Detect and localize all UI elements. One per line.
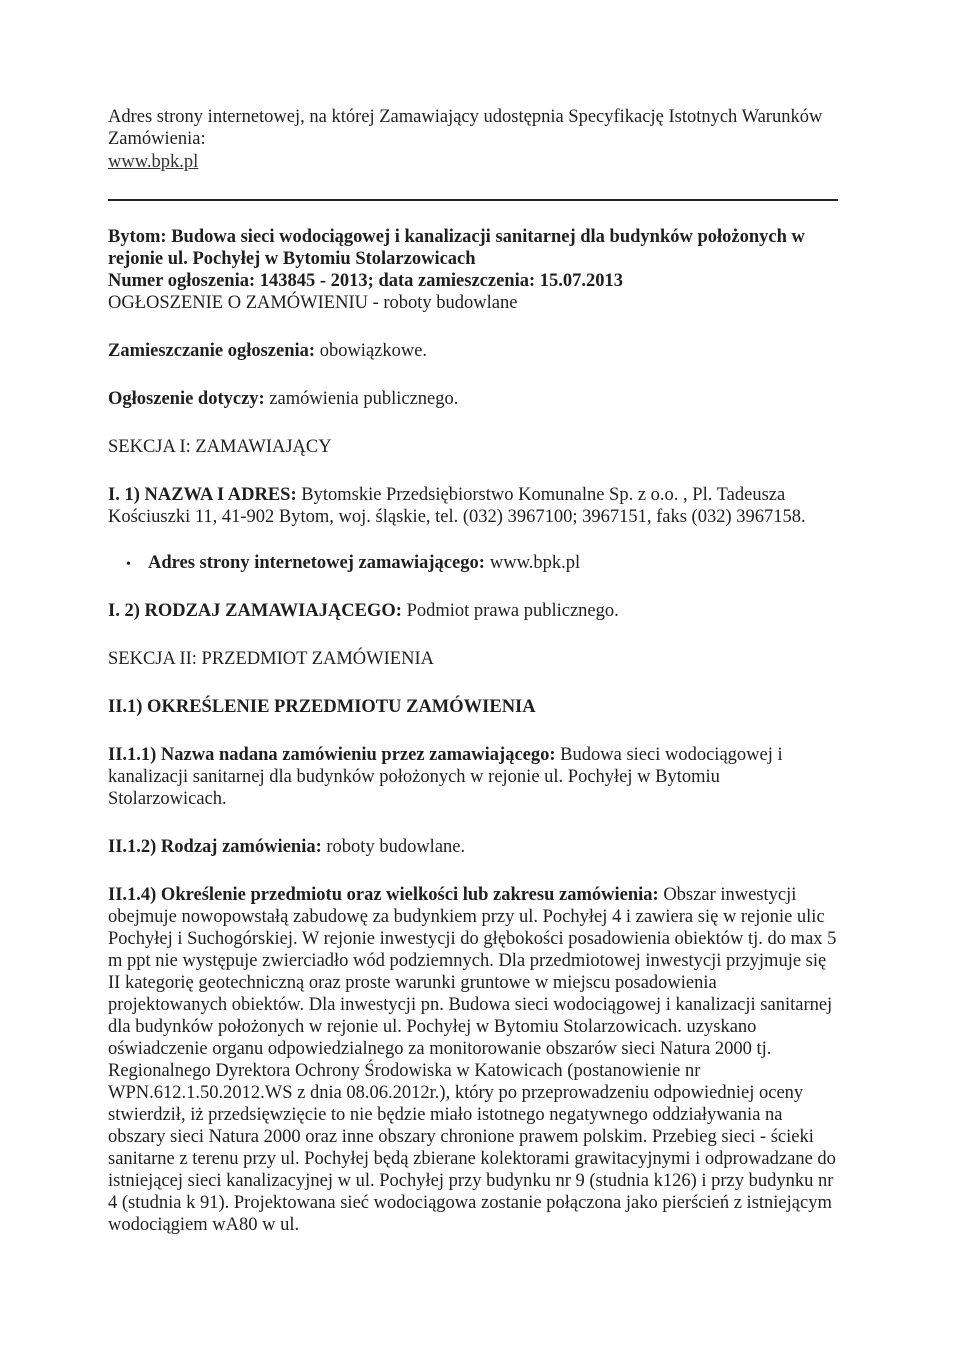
name-address-value: Bytomskie Przedsiębiorstwo Komunalne Sp. z o.o. , Pl. Tadeusza Kościuszki 11, 41-902 Bytom, woj. śląskie, tel. (032) 3967100; 3967151, faks (032) 3967158.	[108, 485, 806, 527]
siwz-intro-text: Adres strony internetowej, na której Zamawiający udostępnia Specyfikację Istotnych Warunków Zamówienia:	[108, 107, 823, 149]
concerns-value: zamówienia publicznego.	[269, 389, 459, 409]
announcement-document	[108, 106, 838, 1236]
website-list-item	[108, 552, 838, 576]
section-a-type	[108, 600, 838, 622]
section-a-heading: SEKCJA I: ZAMAWIAJĄCY	[108, 437, 332, 457]
order-description-value: Obszar inwestycji obejmuje nowopowstałą zabudowę za budynkiem przy ul. Pochyłej 4 i zawiera się w rejonie ulic Pochyłej i Suchogórskiej. W rejonie inwestycji do głębokości posadowienia obiektów tj. do max 5 m ppt nie występuje zwierciadło wód podziemnych. Dla przedmiotowej inwestycji przyjmuje się II kategorię geotechniczną oraz proste warunki gruntowe w miejscu posadowienia projektowanych obiektów. Dla inwestycji pn. Budowa sieci wodociągowej i kanalizacji sanitarnej dla budynków położonych w rejonie ul. Pochyłej w Bytomiu Stolarzowicach. uzyskano oświadczenie organu odpowiedzialnego za monitorowanie obszarów sieci Natura 2000 tj. Regionalnego Dyrektora Ochrony Środowiska w Katowicach (postanowienie nr WPN.612.1.50.2012.WS z dnia 08.06.2012r.), który po przeprowadzeniu odpowiedniej oceny stwierdził, iż przedsięwzięcie to nie będzie miało istotnego negatywnego oddziaływania na obszary sieci Natura 2000 oraz inne obszary chronione prawem polskim. Przebieg sieci - ścieki sanitarne z terenu przy ul. Pochyłej będą zbierane kolektorami grawitacyjnymi i odprowadzane do istniejącej sieci kanalizacyjnej w ul. Pochyłej przy budynku nr 9 (studnia k126) i przy budynku nr 4 (studnia k 91). Projektowana sieć wodociągowa zostanie połączona jako pierścień z istniejącym wodociągiem wA80 w ul.	[108, 885, 837, 1235]
posting-value: obowiązkowe.	[319, 341, 428, 361]
order-description-label: II.1.4) Określenie przedmiotu oraz wielkości lub zakresu zamówienia:	[108, 885, 659, 905]
website-value[interactable]: www.bpk.pl	[489, 553, 581, 573]
order-name-value: Budowa sieci wodociągowej i kanalizacji sanitarnej dla budynków położonych w rejonie ul. Pochyłej w Bytomiu Stolarzowicach.	[108, 745, 783, 809]
bullet-marker: •	[126, 557, 131, 572]
concerns-row	[108, 388, 838, 410]
notice-type: OGŁOSZENIE O ZAMÓWIENIU - roboty budowlane	[108, 293, 518, 313]
order-kind-value: roboty budowlane.	[326, 837, 466, 857]
section-b-subheading: II.1) OKREŚLENIE PRZEDMIOTU ZAMÓWIENIA	[108, 697, 536, 717]
section-b-heading: SEKCJA II: PRZEDMIOT ZAMÓWIENIA	[108, 649, 434, 669]
name-address-label: I. 1) NAZWA I ADRES:	[108, 485, 297, 505]
order-kind	[108, 836, 838, 858]
order-description	[108, 884, 838, 1236]
posting-row	[108, 340, 838, 362]
order-kind-label: II.1.2) Rodzaj zamówienia:	[108, 837, 322, 857]
notice-title-line2: rejonie ul. Pochyłej w Bytomiu Stolarzowicach	[108, 249, 476, 269]
notice-title-line1: Bytom: Budowa sieci wodociągowej i kanalizacji sanitarnej dla budynków położonych w	[108, 227, 805, 247]
type-label: I. 2) RODZAJ ZAMAWIAJĄCEGO:	[108, 601, 402, 621]
order-name-label: II.1.1) Nazwa nadana zamówieniu przez zamawiającego:	[108, 745, 556, 765]
posting-label: Zamieszczanie ogłoszenia:	[108, 341, 316, 361]
siwz-link[interactable]: www.bpk.pl	[108, 152, 199, 172]
section-a-name-address	[108, 484, 838, 528]
type-value: Podmiot prawa publicznego.	[406, 601, 619, 621]
notice-title	[108, 226, 838, 292]
order-name	[108, 744, 838, 810]
notice-number-line: Numer ogłoszenia: 143845 - 2013; data zamieszczenia: 15.07.2013	[108, 271, 624, 291]
header-divider	[108, 199, 838, 201]
concerns-label: Ogłoszenie dotyczy:	[108, 389, 265, 409]
website-label: Adres strony internetowej zamawiającego:	[148, 553, 485, 573]
